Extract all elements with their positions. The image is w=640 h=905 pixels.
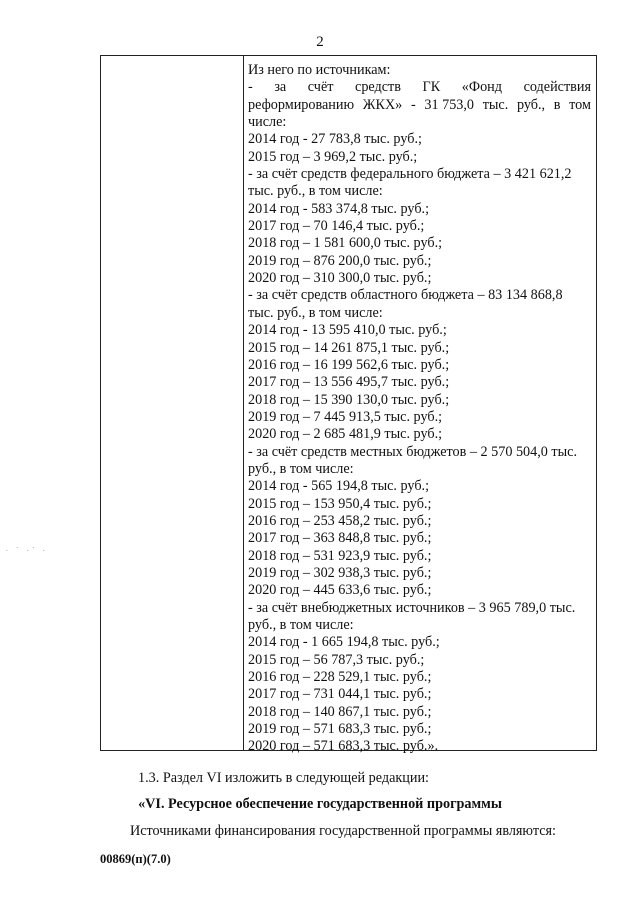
funding-line: тыс. руб., в том числе:	[248, 183, 383, 200]
funding-line	[248, 79, 591, 96]
section-body-text: Источниками финансирования государственной программы являются:	[130, 823, 556, 839]
funding-line-word: счёт	[307, 79, 334, 96]
funding-line: 2014 год - 1 665 194,8 тыс. руб.;	[248, 634, 440, 651]
funding-line-word: средств	[355, 79, 401, 96]
funding-line-word: - за счёт средств федерального бюджета – 3 421 621,2	[248, 166, 572, 183]
funding-line	[248, 287, 591, 304]
funding-line-word: -	[410, 96, 416, 113]
section-heading: «VI. Ресурсное обеспечение государственной программы	[138, 796, 502, 812]
funding-line-word: - за счёт средств местных бюджетов – 2 570 504,0 тыс.	[248, 443, 577, 460]
funding-line: 2020 год – 310 300,0 тыс. руб.;	[248, 270, 432, 287]
financing-table	[100, 55, 597, 755]
funding-line: числе:	[248, 114, 287, 131]
funding-line	[248, 166, 591, 183]
funding-line: 2019 год – 876 200,0 тыс. руб.;	[248, 252, 432, 269]
funding-line: 2017 год – 363 848,8 тыс. руб.;	[248, 530, 432, 547]
funding-line: 2017 год – 70 146,4 тыс. руб.;	[248, 218, 425, 235]
funding-line: 2019 год – 571 683,3 тыс. руб.;	[248, 721, 432, 738]
funding-line-word: в	[553, 96, 561, 113]
funding-line: 2014 год - 565 194,8 тыс. руб.;	[248, 478, 430, 495]
funding-line: 2018 год – 1 581 600,0 тыс. руб.;	[248, 235, 443, 252]
funding-line: 2015 год – 14 261 875,1 тыс. руб.;	[248, 339, 450, 356]
funding-line-word: -	[248, 79, 253, 96]
funding-line: 2015 год – 56 787,3 тыс. руб.;	[248, 651, 425, 668]
funding-line: тыс. руб., в том числе:	[248, 304, 383, 321]
funding-line	[248, 444, 591, 461]
funding-line	[248, 600, 591, 617]
financing-sources-cell	[248, 62, 591, 756]
funding-line-word: - за счёт внебюджетных источников – 3 965 789,0 тыс.	[248, 599, 576, 616]
funding-line: 2018 год – 140 867,1 тыс. руб.;	[248, 703, 432, 720]
funding-line: 2018 год – 531 923,9 тыс. руб.;	[248, 547, 432, 564]
funding-line-word: за	[274, 79, 287, 96]
funding-line: Из него по источникам:	[248, 62, 391, 78]
funding-line: 2014 год - 27 783,8 тыс. руб.;	[248, 131, 422, 148]
scan-smudge: · ˙ ·˙ ·	[5, 545, 48, 557]
funding-line-word: руб.,	[516, 96, 546, 113]
funding-line: 2015 год – 153 950,4 тыс. руб.;	[248, 495, 432, 512]
funding-line: 2015 год – 3 969,2 тыс. руб.;	[248, 148, 418, 165]
funding-line-word: том	[569, 96, 591, 113]
table-column-divider	[243, 56, 244, 750]
funding-line-word: реформированию	[248, 96, 355, 113]
funding-line: 2014 год - 13 595 410,0 тыс. руб.;	[248, 322, 447, 339]
funding-line: 2016 год – 228 529,1 тыс. руб.;	[248, 669, 432, 686]
page-number: 2	[316, 34, 324, 50]
funding-line-word: тыс.	[482, 96, 509, 113]
section-instruction: 1.3. Раздел VI изложить в следующей редакции:	[138, 770, 429, 786]
funding-line: 2014 год - 583 374,8 тыс. руб.;	[248, 200, 430, 217]
funding-line: 2020 год – 445 633,6 тыс. руб.;	[248, 582, 432, 599]
funding-line: руб., в том числе:	[248, 617, 354, 633]
funding-line-word: 31 753,0	[424, 96, 475, 113]
funding-line: 2019 год – 302 938,3 тыс. руб.;	[248, 564, 432, 581]
document-code: 00869(п)(7.0)	[100, 852, 171, 866]
funding-line: 2020 год – 2 685 481,9 тыс. руб.;	[248, 426, 443, 443]
funding-line: 2017 год – 13 556 495,7 тыс. руб.;	[248, 374, 450, 391]
funding-line-word: ЖКХ»	[362, 96, 403, 113]
funding-line: 2018 год – 15 390 130,0 тыс. руб.;	[248, 391, 450, 408]
funding-line	[248, 97, 591, 114]
funding-line: 2017 год – 731 044,1 тыс. руб.;	[248, 686, 432, 703]
funding-line: руб., в том числе:	[248, 460, 354, 477]
funding-line-word: «Фонд	[461, 79, 502, 96]
funding-line-word: - за счёт средств областного бюджета – 83 134 868,8	[248, 287, 563, 304]
funding-line: 2016 год – 16 199 562,6 тыс. руб.;	[248, 356, 450, 373]
funding-line: 2019 год – 7 445 913,5 тыс. руб.;	[248, 408, 443, 425]
funding-line: 2020 год – 571 683,3 тыс. руб.».	[248, 738, 439, 755]
funding-line: 2016 год – 253 458,2 тыс. руб.;	[248, 512, 432, 529]
funding-line-word: ГК	[422, 79, 441, 96]
funding-line-word: содействия	[523, 79, 591, 96]
